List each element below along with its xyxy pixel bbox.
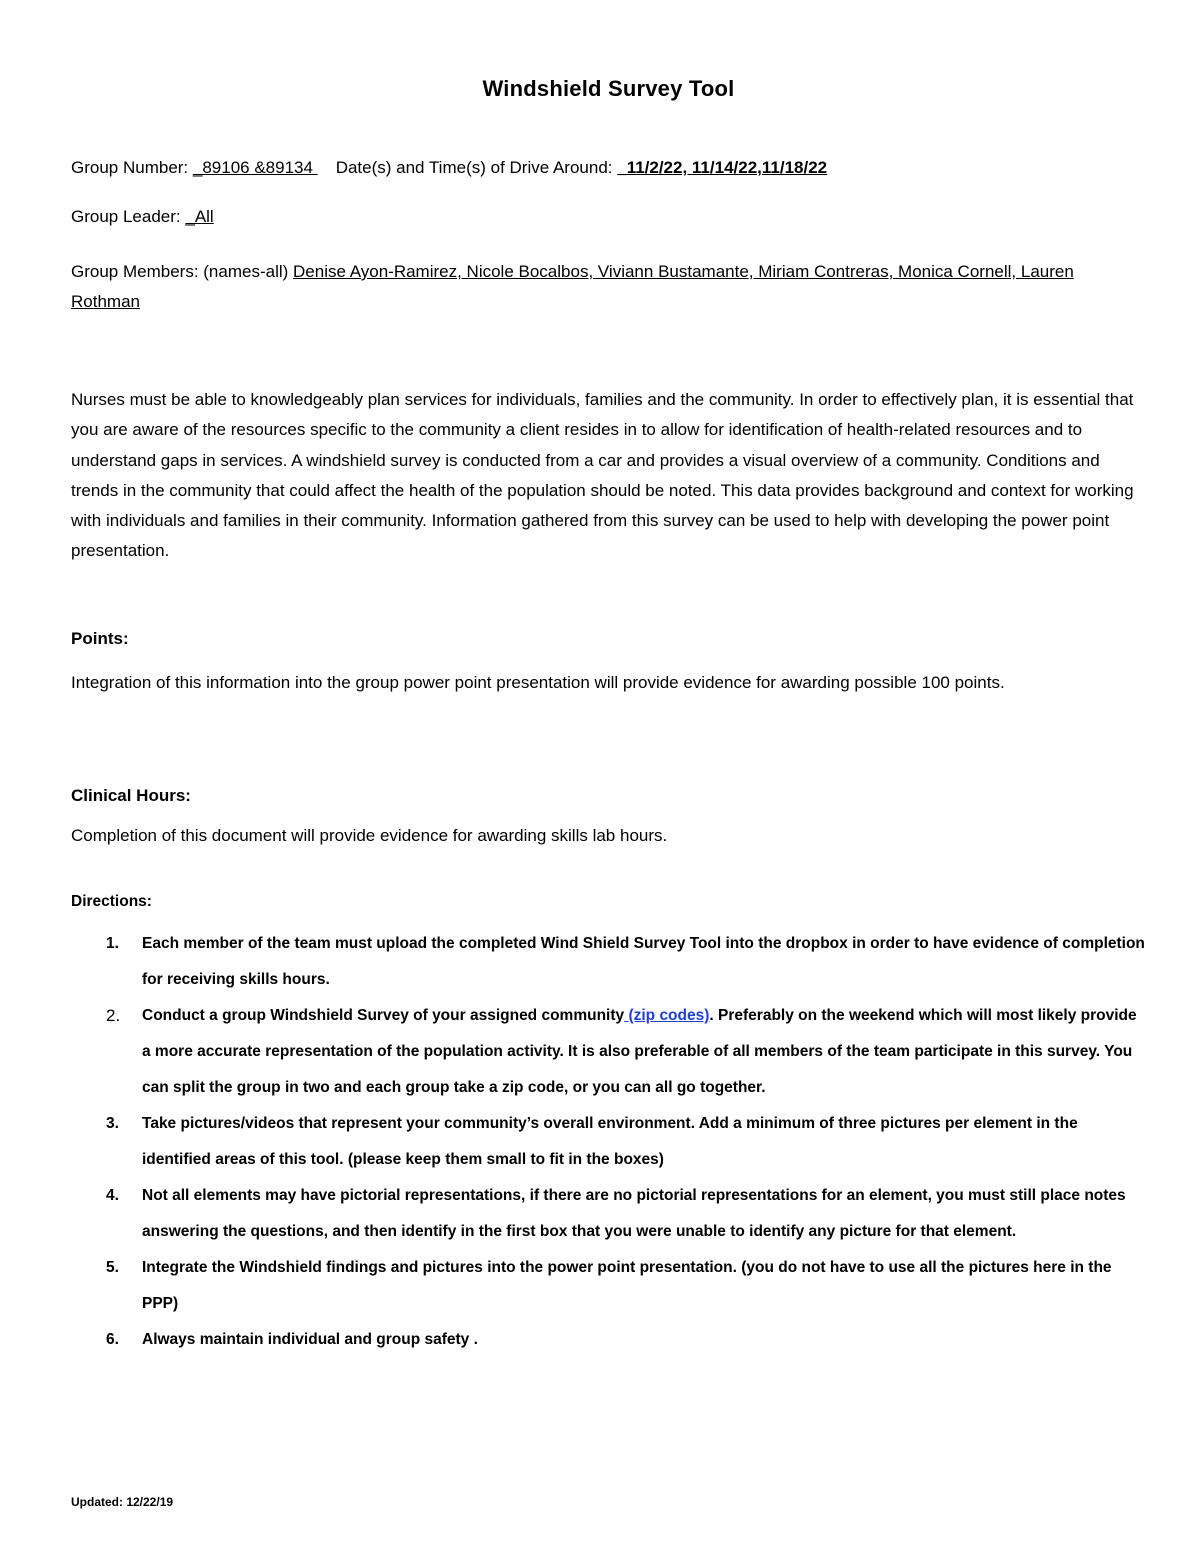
direction-item [71, 1106, 1146, 1178]
direction-number: 2. [106, 1006, 121, 1025]
direction-number: 5. [106, 1259, 119, 1276]
group-leader-value: _All [185, 207, 214, 226]
direction-text-before: Conduct a group Windshield Survey of your assigned community [142, 1007, 625, 1024]
clinical-hours-heading: Clinical Hours: [71, 786, 191, 805]
group-members [71, 257, 1101, 317]
date-value: _11/2/22, 11/14/22,11/18/22 [617, 158, 828, 177]
group-number-line [71, 158, 827, 178]
group-number-label: Group Number: [71, 158, 193, 177]
direction-text: Not all elements may have pictorial representations, if there are no pictorial representations for an element, you must still place notes answering the questions, and then identify in the first box that you were unable to identify any picture for that element. [142, 1187, 1126, 1240]
direction-text-after: . Preferably on the weekend which will most likely provide a more accurate representation of the population activity. It is also preferable of all members of the team participate in this survey. You can split the group in two and each group take a zip code, or you can all go together. [142, 1007, 1137, 1096]
group-members-value: Denise Ayon-Ramirez, Nicole Bocalbos, Viviann Bustamante, Miriam Contreras, Monica Cornell, Lauren Rothman [71, 262, 1074, 311]
direction-item [71, 998, 1146, 1106]
direction-text: Each member of the team must upload the completed Wind Shield Survey Tool into the dropbox in order to have evidence of completion for receiving skills hours. [142, 935, 1145, 988]
points-text: Integration of this information into the group power point presentation will provide evidence for awarding possible 100 points. [71, 673, 1005, 692]
direction-number: 3. [106, 1115, 119, 1132]
direction-number: 1. [106, 935, 119, 952]
zip-codes-link[interactable]: (zip codes) [624, 1007, 710, 1024]
direction-item [71, 1322, 1146, 1358]
group-leader-label: Group Leader: [71, 207, 186, 226]
direction-item [71, 1178, 1146, 1250]
direction-number: 6. [106, 1331, 119, 1348]
group-members-label: Group Members: (names-all) [71, 262, 294, 281]
direction-number: 4. [106, 1187, 119, 1204]
clinical-hours-text: Completion of this document will provide evidence for awarding skills lab hours. [71, 826, 668, 845]
updated-footer: Updated: 12/22/19 [71, 1495, 174, 1509]
direction-text: Integrate the Windshield findings and pictures into the power point presentation. (you do not have to use all the pictures here in the PPP) [142, 1259, 1112, 1312]
points-heading: Points: [71, 629, 129, 648]
direction-text: Take pictures/videos that represent your community’s overall environment. Add a minimum of three pictures per element in the identified areas of this tool. (please keep them small to fit in the boxes) [142, 1115, 1078, 1168]
intro-paragraph: Nurses must be able to knowledgeably plan services for individuals, families and the community. In order to effectively plan, it is essential that you are aware of the resources specific to the community a client resides in to allow for identification of health-related resources and to understand gaps in services. A windshield survey is conducted from a car and provides a visual overview of a community. Conditions and trends in the community that could affect the health of the population should be noted. This data provides background and context for working with individuals and families in their community. Information gathered from this survey can be used to help with developing the power point presentation. [71, 390, 1134, 561]
directions-list [71, 926, 1146, 1358]
date-label: Date(s) and Time(s) of Drive Around: [335, 158, 618, 177]
direction-item [71, 1250, 1146, 1322]
direction-text: Always maintain individual and group safety . [142, 1331, 478, 1348]
page-title: Windshield Survey Tool [482, 76, 735, 101]
group-leader-line [71, 207, 214, 227]
group-number-value: _89106 &89134 [192, 158, 318, 177]
direction-item [71, 926, 1146, 998]
directions-heading: Directions: [71, 893, 152, 910]
